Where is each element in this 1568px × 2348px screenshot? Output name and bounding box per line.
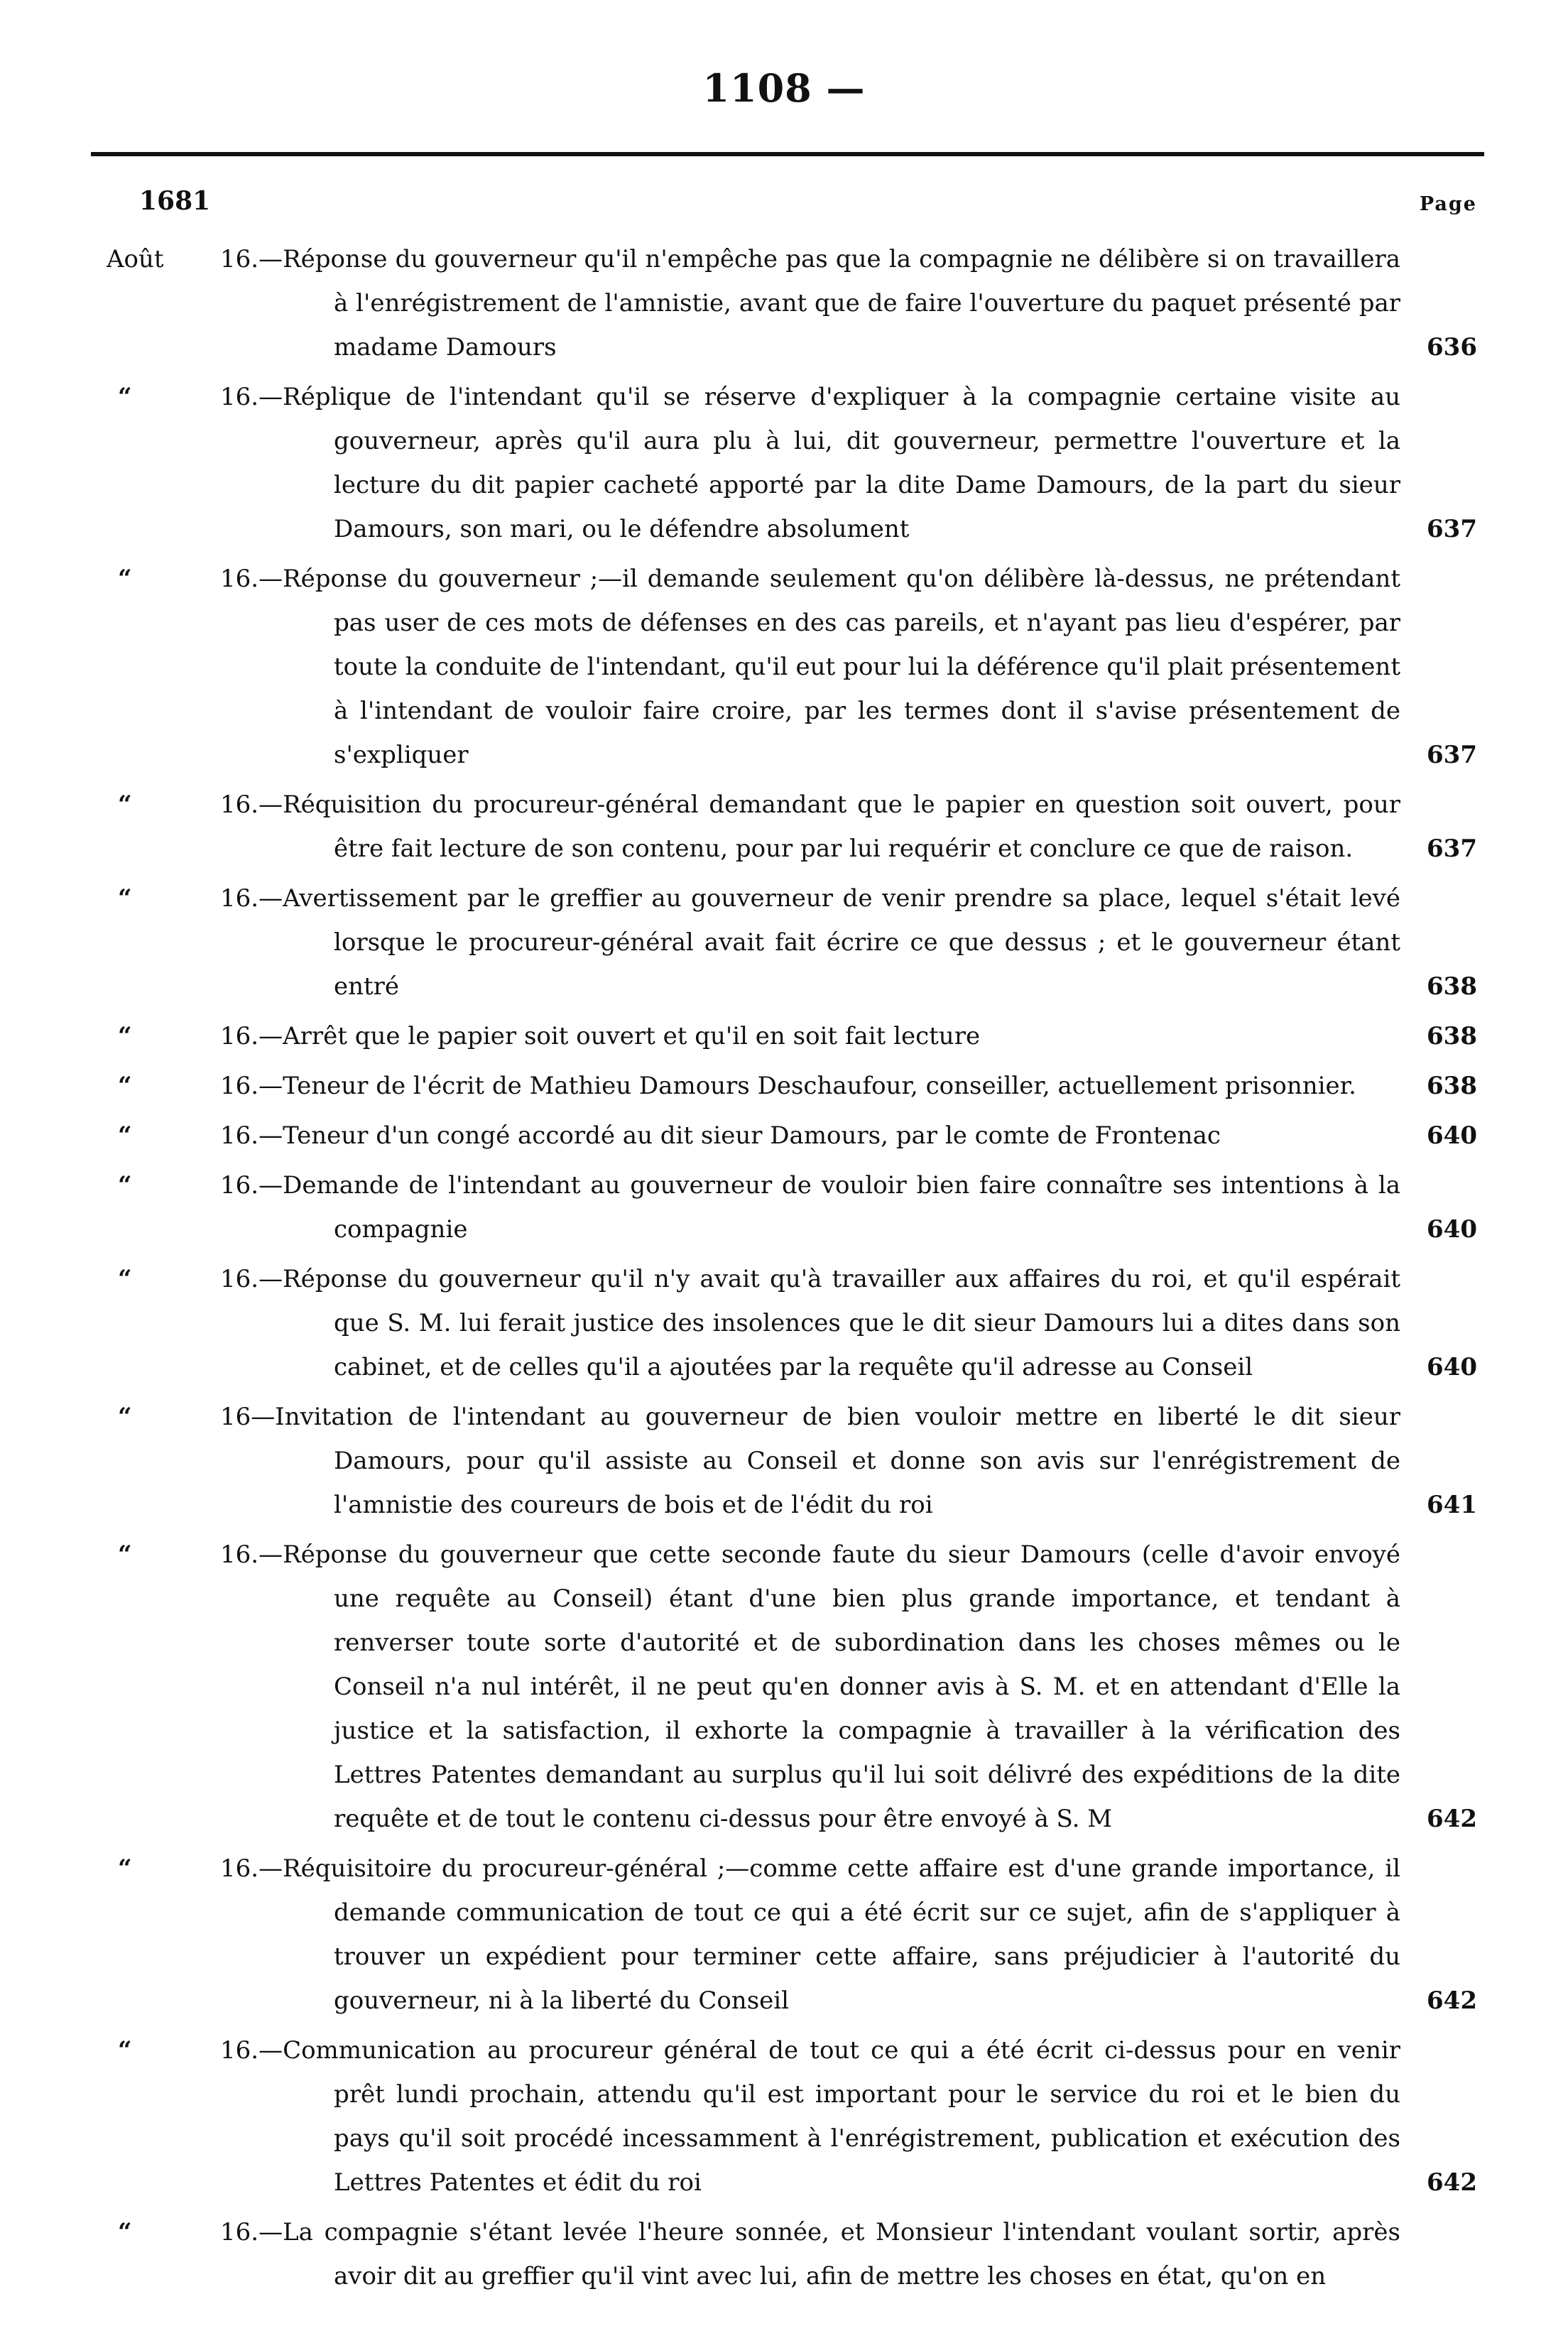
entry-text-block: [220, 237, 1400, 369]
entry-text: 16.—Réquisitoire du procureur-général ;—comme cette affaire est d'une grande importance, il demande communication de tout ce qui a été écrit sur ce sujet, afin de s'appliquer à trouver un expédient pour terminer cette affaire, sans préjudicier à l'autorité du gouverneur, ni à la liberté du Conseil: [220, 1854, 1400, 2015]
entry-text: 16.—Communication au procureur général de tout ce qui a été écrit ci-dessus pour en venir prêt lundi prochain, attendu qu'il est important pour le service du roi et le bien du pays qu'il soit procédé incessamment à l'enrégistrement, publication et exécution des Lettres Patentes et édit du roi: [220, 2036, 1400, 2197]
page-number: 1108 —: [702, 65, 866, 111]
entry-text: 16.—Avertissement par le greffier au gouverneur de venir prendre sa place, lequel s'était levé lorsque le procureur-général avait fait écrire ce que dessus ; et le gouverneur étant entré: [220, 884, 1400, 1001]
table-of-contents-entry: [0, 237, 1568, 369]
entry-text-block: [220, 1114, 1400, 1158]
table-of-contents-entry: [0, 557, 1568, 777]
entry-month: “: [118, 1265, 132, 1293]
table-of-contents-entry: [0, 1014, 1568, 1058]
table-of-contents-entry: [0, 2210, 1568, 2298]
entry-text-block: [220, 876, 1400, 1009]
entry-text: 16.—Réplique de l'intendant qu'il se réserve d'expliquer à la compagnie certaine visite au gouverneur, après qu'il aura plu à lui, dit gouverneur, permettre l'ouverture et la lecture du dit papier cacheté apporté par la dite Dame Damours, de la part du sieur Damours, son mari, ou le défendre absolument: [220, 383, 1400, 543]
table-of-contents-entry: [0, 2028, 1568, 2205]
entry-text: 16.—Demande de l'intendant au gouverneur de vouloir bien faire connaître ses intentions à la compagnie: [220, 1171, 1400, 1244]
table-of-contents-entry: [0, 375, 1568, 551]
entry-text-block: [220, 1163, 1400, 1251]
entry-page-number: 636: [1427, 333, 1477, 362]
table-of-contents-entry: [0, 1847, 1568, 2023]
entry-text-block: [220, 2028, 1400, 2205]
table-of-contents-entry: [0, 783, 1568, 871]
entry-text-block: [220, 1014, 1400, 1058]
entry-month: “: [118, 1121, 132, 1150]
entry-page-number: 640: [1427, 1121, 1477, 1150]
entry-text-block: [220, 1064, 1400, 1108]
table-of-contents-entry: [0, 1395, 1568, 1527]
entry-page-number: 642: [1427, 1986, 1477, 2015]
entry-month: “: [118, 1540, 132, 1569]
entry-page-number: 637: [1427, 515, 1477, 543]
entry-text-block: [220, 2210, 1400, 2298]
entry-text-block: [220, 1533, 1400, 1841]
entry-page-number: 638: [1427, 1022, 1477, 1050]
entry-month: “: [118, 1022, 132, 1050]
entry-month: “: [118, 884, 132, 913]
entry-month: “: [118, 790, 132, 819]
header-rule: [91, 152, 1484, 156]
entry-month: “: [118, 1072, 132, 1100]
entry-text: 16.—Réquisition du procureur-général demandant que le papier en question soit ouvert, pour être fait lecture de son contenu, pour par lui requérir et conclure ce que de raison.: [220, 790, 1400, 863]
entry-text: 16.—Teneur de l'écrit de Mathieu Damours Deschaufour, conseiller, actuellement prisonnier.: [220, 1072, 1356, 1100]
entry-month: “: [118, 1171, 132, 1200]
entry-month: “: [118, 2218, 132, 2246]
entry-text-block: [220, 1257, 1400, 1389]
entry-list: [0, 237, 1568, 2304]
entry-month: “: [118, 2036, 132, 2065]
entry-text: 16.—Réponse du gouverneur qu'il n'empêche pas que la compagnie ne délibère si on travaillera à l'enrégistrement de l'amnistie, avant que de faire l'ouverture du paquet présenté par madame Damours: [220, 245, 1400, 362]
entry-page-number: 640: [1427, 1353, 1477, 1381]
entry-text-block: [220, 375, 1400, 551]
year-heading: 1681: [139, 186, 211, 216]
page-column-heading: Page: [1419, 193, 1477, 215]
table-of-contents-entry: [0, 876, 1568, 1009]
entry-page-number: 642: [1427, 1805, 1477, 1833]
entry-text: 16.—La compagnie s'étant levée l'heure sonnée, et Monsieur l'intendant voulant sortir, après avoir dit au greffier qu'il vint avec lui, afin de mettre les choses en état, qu'on en: [220, 2218, 1400, 2290]
entry-month: Août: [107, 245, 164, 273]
entry-month: “: [118, 1854, 132, 1883]
table-of-contents-entry: [0, 1114, 1568, 1158]
table-of-contents-entry: [0, 1163, 1568, 1251]
table-of-contents-entry: [0, 1533, 1568, 1841]
entry-text-block: [220, 1395, 1400, 1527]
entry-page-number: 638: [1427, 972, 1477, 1001]
entry-text-block: [220, 783, 1400, 871]
entry-text: 16.—Réponse du gouverneur qu'il n'y avait qu'à travailler aux affaires du roi, et qu'il espérait que S. M. lui ferait justice des insolences que le dit sieur Damours lui a dites dans son cabinet, et de celles qu'il a ajoutées par la requête qu'il adresse au Conseil: [220, 1265, 1400, 1381]
entry-month: “: [118, 565, 132, 593]
entry-text-block: [220, 1847, 1400, 2023]
entry-page-number: 642: [1427, 2168, 1477, 2197]
entry-text-block: [220, 557, 1400, 777]
entry-page-number: 638: [1427, 1072, 1477, 1100]
entry-text: 16—Invitation de l'intendant au gouverneur de bien vouloir mettre en liberté le dit sieur Damours, pour qu'il assiste au Conseil et donne son avis sur l'enrégistrement de l'amnistie des coureurs de bois et de l'édit du roi: [220, 1403, 1400, 1519]
table-of-contents-entry: [0, 1257, 1568, 1389]
entry-text: 16.—Teneur d'un congé accordé au dit sieur Damours, par le comte de Frontenac: [220, 1121, 1221, 1150]
entry-text: 16.—Arrêt que le papier soit ouvert et qu'il en soit fait lecture: [220, 1022, 981, 1050]
entry-page-number: 640: [1427, 1215, 1477, 1244]
entry-month: “: [118, 383, 132, 411]
table-of-contents-entry: [0, 1064, 1568, 1108]
entry-page-number: 641: [1427, 1491, 1477, 1519]
entry-page-number: 637: [1427, 741, 1477, 769]
entry-text: 16.—Réponse du gouverneur ;—il demande seulement qu'on délibère là-dessus, ne prétendant pas user de ces mots de défenses en des cas pareils, et n'ayant pas lieu d'espérer, par toute la conduite de l'intendant, qu'il eut pour lui la déférence qu'il plait présentement à l'intendant de vouloir faire croire, par les termes dont il s'avise présentement de s'expliquer: [220, 565, 1400, 769]
entry-text: 16.—Réponse du gouverneur que cette seconde faute du sieur Damours (celle d'avoir envoyé une requête au Conseil) étant d'une bien plus grande importance, et tendant à renverser toute sorte d'autorité et de subordination dans les choses mêmes ou le Conseil n'a nul intérêt, il ne peut qu'en donner avis à S. M. et en attendant d'Elle la justice et la satisfaction, il exhorte la compagnie à travailler à la vérification des Lettres Patentes demandant au surplus qu'il lui soit délivré des expéditions de la dite requête et de tout le contenu ci-dessus pour être envoyé à S. M: [220, 1540, 1400, 1833]
entry-page-number: 637: [1427, 835, 1477, 863]
entry-month: “: [118, 1403, 132, 1431]
